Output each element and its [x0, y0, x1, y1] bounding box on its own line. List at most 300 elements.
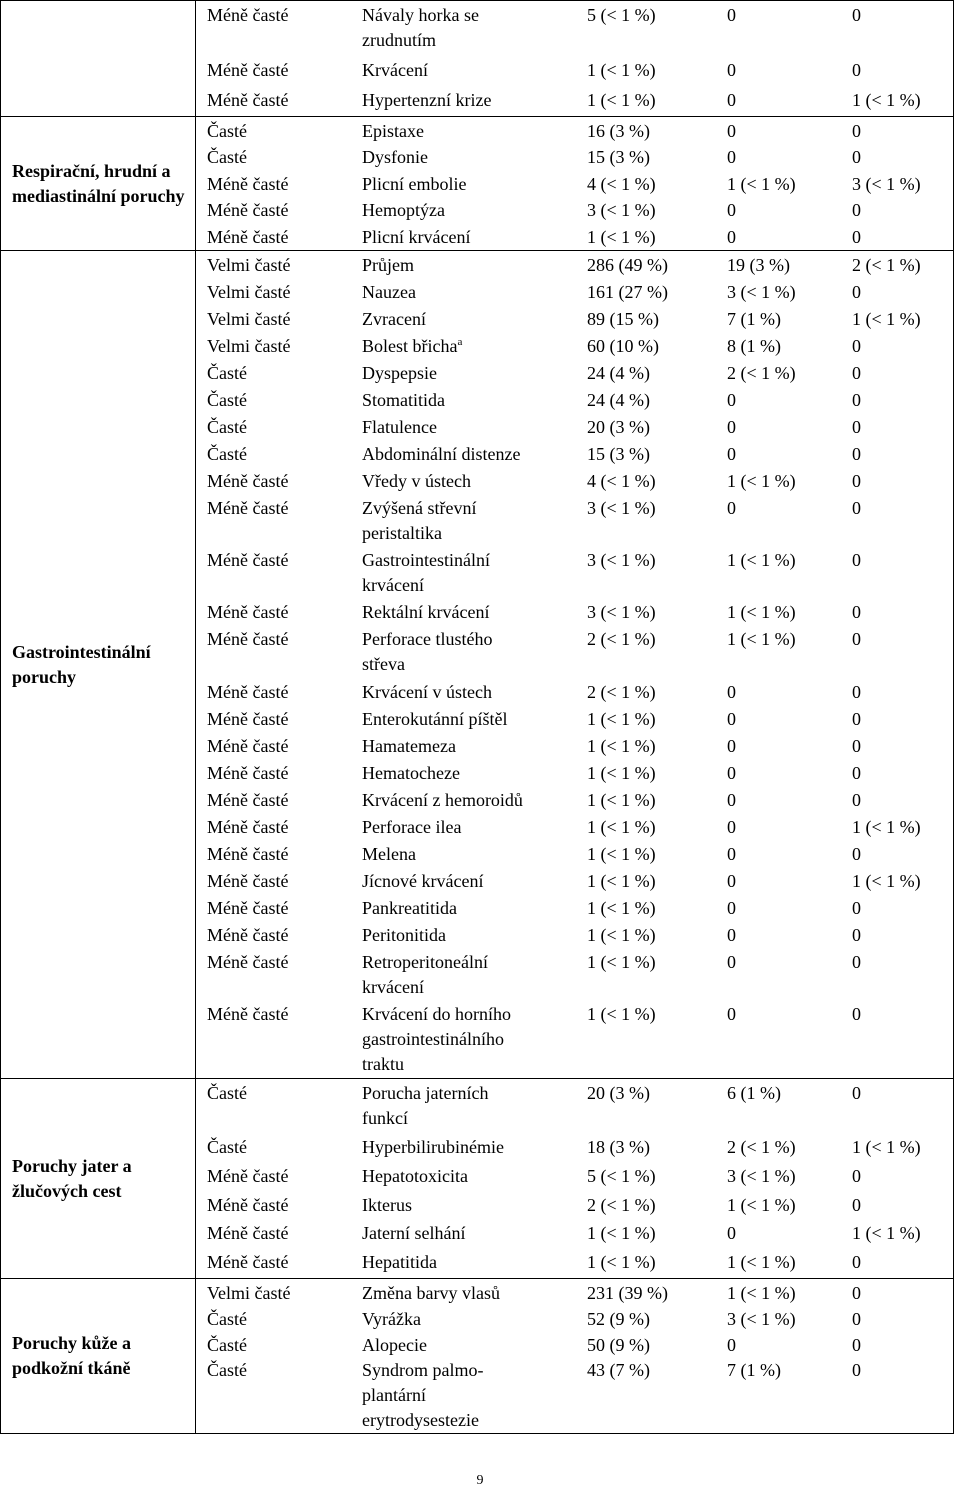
reaction-cell — [362, 145, 428, 170]
reaction-line: Flatulence — [362, 417, 437, 438]
table-row — [196, 759, 953, 786]
reaction-line: traktu — [362, 1053, 404, 1074]
reaction-line: peristaltika — [362, 523, 442, 544]
table-row — [196, 1191, 953, 1220]
all-grades-cell: 15 (3 %) — [587, 444, 650, 465]
table-row — [196, 1279, 953, 1305]
grade3-cell: 3 (< 1 %) — [727, 1165, 796, 1186]
table-row — [196, 467, 953, 494]
soc-group — [0, 1079, 954, 1279]
all-grades-cell: 1 (< 1 %) — [587, 226, 656, 247]
soc-label — [1, 1, 196, 116]
reaction-cell — [362, 442, 520, 467]
grade3-cell: 0 — [727, 870, 736, 891]
frequency-cell: Méně časté — [207, 1252, 289, 1273]
grade4-cell: 0 — [852, 1360, 861, 1381]
table-row — [196, 1248, 953, 1277]
reaction-cell — [362, 496, 476, 546]
grade3-cell: 0 — [727, 897, 736, 918]
table-row — [196, 1219, 953, 1248]
grade3-cell: 0 — [727, 390, 736, 411]
all-grades-cell: 1 (< 1 %) — [587, 60, 656, 80]
table-row — [196, 278, 953, 305]
frequency-cell: Časté — [207, 1334, 247, 1355]
grade3-cell: 1 (< 1 %) — [727, 602, 796, 623]
reaction-cell — [362, 1250, 437, 1275]
all-grades-cell: 5 (< 1 %) — [587, 5, 656, 25]
table-row — [196, 1356, 953, 1432]
all-grades-cell: 3 (< 1 %) — [587, 498, 656, 519]
frequency-cell: Méně časté — [207, 173, 289, 194]
grade3-cell: 0 — [727, 147, 736, 168]
soc-label-text: Poruchy kůže a podkožní tkáně — [12, 1333, 131, 1378]
frequency-cell: Méně časté — [207, 789, 289, 810]
grade4-cell: 0 — [852, 226, 861, 247]
grade4-cell: 0 — [852, 390, 861, 411]
frequency-cell: Méně časté — [207, 498, 289, 519]
reaction-line: Hyperbilirubinémie — [362, 1136, 504, 1157]
grade4-cell: 0 — [852, 417, 861, 438]
grade4-cell: 0 — [852, 681, 861, 702]
reaction-line: Průjem — [362, 255, 414, 275]
reaction-line: Perforace ilea — [362, 816, 462, 837]
soc-group — [0, 117, 954, 251]
reaction-line: Gastrointestinální — [362, 550, 490, 571]
reaction-line: Hepatotoxicita — [362, 1165, 468, 1186]
table-row — [196, 546, 953, 598]
all-grades-cell: 1 (< 1 %) — [587, 1223, 656, 1244]
grade3-cell: 1 (< 1 %) — [727, 1194, 796, 1215]
all-grades-cell: 20 (3 %) — [587, 1083, 650, 1103]
grade4-cell: 0 — [852, 363, 861, 384]
soc-label — [1, 117, 196, 250]
reaction-cell — [362, 3, 479, 53]
frequency-cell: Časté — [207, 363, 247, 384]
grade3-cell: 2 (< 1 %) — [727, 1136, 796, 1157]
table-row — [196, 1331, 953, 1357]
grade3-cell: 3 (< 1 %) — [727, 282, 796, 303]
grade4-cell: 0 — [852, 897, 861, 918]
grade3-cell: 3 (< 1 %) — [727, 1308, 796, 1329]
grade3-cell: 0 — [727, 90, 736, 110]
frequency-cell: Méně časté — [207, 924, 289, 945]
grade3-cell: 8 (1 %) — [727, 336, 781, 357]
grade3-cell: 0 — [727, 498, 736, 519]
grade4-cell: 1 (< 1 %) — [852, 816, 921, 837]
reaction-cell — [362, 253, 414, 278]
frequency-cell: Méně časté — [207, 843, 289, 864]
grade3-cell: 0 — [727, 924, 736, 945]
table-row — [196, 786, 953, 813]
reaction-line: Peritonitida — [362, 924, 446, 945]
reaction-line: plantární — [362, 1385, 426, 1406]
grade4-cell: 0 — [852, 1083, 861, 1103]
grade3-cell: 1 (< 1 %) — [727, 173, 796, 194]
frequency-cell: Méně časté — [207, 550, 289, 571]
reaction-cell — [362, 815, 461, 840]
frequency-cell: Méně časté — [207, 816, 289, 837]
frequency-cell: Méně časté — [207, 602, 289, 623]
reaction-cell — [362, 225, 470, 250]
reaction-line: Jícnové krvácení — [362, 870, 484, 891]
soc-group — [0, 251, 954, 1079]
frequency-cell: Méně časté — [207, 1194, 289, 1215]
grade3-cell: 0 — [727, 843, 736, 864]
grade3-cell: 0 — [727, 200, 736, 221]
table-row — [196, 598, 953, 625]
reaction-line: Zvracení — [362, 309, 426, 330]
all-grades-cell: 20 (3 %) — [587, 417, 650, 438]
frequency-cell: Velmi časté — [207, 255, 291, 275]
reaction-line: Alopecie — [362, 1334, 427, 1355]
grade4-cell: 1 (< 1 %) — [852, 1223, 921, 1244]
grade4-cell: 0 — [852, 602, 861, 623]
grade4-cell: 0 — [852, 735, 861, 756]
reaction-line: Jaterní selhání — [362, 1223, 466, 1244]
grade4-cell: 0 — [852, 5, 861, 25]
grade3-cell: 2 (< 1 %) — [727, 363, 796, 384]
frequency-cell: Méně časté — [207, 200, 289, 221]
grade4-cell: 0 — [852, 1252, 861, 1273]
reaction-line: Perforace tlustého — [362, 629, 493, 650]
soc-group — [0, 0, 954, 117]
reaction-cell — [362, 280, 416, 305]
reaction-line: Zvýšená střevní — [362, 498, 477, 519]
grade4-cell: 0 — [852, 924, 861, 945]
grade4-cell: 1 (< 1 %) — [852, 90, 921, 110]
reaction-cell — [362, 1135, 504, 1160]
frequency-cell: Méně časté — [207, 1223, 289, 1244]
all-grades-cell: 1 (< 1 %) — [587, 951, 656, 972]
reaction-cell — [362, 707, 507, 732]
frequency-cell: Časté — [207, 417, 247, 438]
soc-label — [1, 1279, 196, 1433]
reaction-line: Hamatemeza — [362, 735, 456, 756]
reaction-line: Epistaxe — [362, 121, 424, 141]
reaction-cell — [362, 869, 483, 894]
all-grades-cell: 43 (7 %) — [587, 1360, 650, 1381]
reaction-cell — [362, 88, 491, 113]
reaction-cell — [362, 680, 492, 705]
reaction-line: Změna barvy vlasů — [362, 1283, 500, 1303]
reaction-cell — [362, 1164, 468, 1189]
reaction-cell — [362, 1358, 484, 1433]
reaction-cell — [362, 1193, 412, 1218]
grade3-cell: 0 — [727, 60, 736, 80]
grade3-cell: 0 — [727, 708, 736, 729]
table-row — [196, 732, 953, 759]
grade4-cell: 2 (< 1 %) — [852, 255, 921, 275]
table-row — [196, 251, 953, 278]
table-row — [196, 1162, 953, 1191]
reaction-cell — [362, 627, 492, 677]
soc-group — [0, 1279, 954, 1434]
frequency-cell: Méně časté — [207, 1165, 289, 1186]
frequency-cell: Časté — [207, 121, 247, 141]
reaction-line: Pankreatitida — [362, 897, 457, 918]
grade4-cell: 0 — [852, 629, 861, 650]
all-grades-cell: 161 (27 %) — [587, 282, 668, 303]
frequency-cell: Méně časté — [207, 951, 289, 972]
table-row — [196, 1000, 953, 1077]
grade4-cell: 0 — [852, 282, 861, 303]
frequency-cell: Méně časté — [207, 870, 289, 891]
all-grades-cell: 24 (4 %) — [587, 363, 650, 384]
reaction-line: funkcí — [362, 1108, 408, 1128]
table-row — [196, 705, 953, 732]
reaction-line: gastrointestinálního — [362, 1028, 504, 1049]
grade4-cell: 1 (< 1 %) — [852, 870, 921, 891]
grade4-cell: 0 — [852, 1194, 861, 1215]
all-grades-cell: 89 (15 %) — [587, 309, 659, 330]
reaction-line: Nauzea — [362, 282, 416, 303]
grade4-cell: 0 — [852, 762, 861, 783]
reaction-line: Dysfonie — [362, 147, 428, 168]
all-grades-cell: 2 (< 1 %) — [587, 629, 656, 650]
frequency-cell: Méně časté — [207, 226, 289, 247]
all-grades-cell: 1 (< 1 %) — [587, 735, 656, 756]
grade3-cell: 19 (3 %) — [727, 255, 790, 275]
reaction-cell — [362, 388, 445, 413]
table-row — [196, 813, 953, 840]
frequency-cell: Méně časté — [207, 708, 289, 729]
reaction-line: zrudnutím — [362, 30, 436, 50]
frequency-cell: Velmi časté — [207, 309, 291, 330]
grade4-cell: 0 — [852, 550, 861, 571]
all-grades-cell: 5 (< 1 %) — [587, 1165, 656, 1186]
grade3-cell: 1 (< 1 %) — [727, 629, 796, 650]
reaction-cell — [362, 950, 488, 1000]
frequency-cell: Časté — [207, 1360, 247, 1381]
all-grades-cell: 1 (< 1 %) — [587, 870, 656, 891]
reaction-cell — [362, 415, 437, 440]
table-row — [196, 840, 953, 867]
table-row — [196, 1, 953, 56]
reaction-cell — [362, 788, 523, 813]
grade3-cell: 0 — [727, 789, 736, 810]
all-grades-cell: 1 (< 1 %) — [587, 843, 656, 864]
grade4-cell: 3 (< 1 %) — [852, 173, 921, 194]
frequency-cell: Časté — [207, 147, 247, 168]
frequency-cell: Méně časté — [207, 90, 289, 110]
reaction-line: krvácení — [362, 575, 424, 596]
all-grades-cell: 286 (49 %) — [587, 255, 668, 275]
footnote-marker: a — [457, 336, 463, 349]
reaction-line: Vyrážka — [362, 1308, 421, 1329]
table-row — [196, 56, 953, 86]
table-row — [196, 359, 953, 386]
grade4-cell: 0 — [852, 1283, 861, 1303]
all-grades-cell: 3 (< 1 %) — [587, 200, 656, 221]
reaction-line: Retroperitoneální — [362, 951, 488, 972]
reaction-line: Stomatitida — [362, 390, 445, 411]
grade4-cell: 0 — [852, 336, 861, 357]
table-row — [196, 332, 953, 359]
reaction-cell — [362, 1281, 500, 1306]
grade3-cell: 0 — [727, 5, 736, 25]
frequency-cell: Velmi časté — [207, 336, 291, 357]
grade3-cell: 1 (< 1 %) — [727, 1283, 796, 1303]
all-grades-cell: 1 (< 1 %) — [587, 90, 656, 110]
table-row — [196, 494, 953, 546]
reaction-line: Melena — [362, 843, 416, 864]
grade4-cell: 0 — [852, 60, 861, 80]
frequency-cell: Méně časté — [207, 471, 289, 492]
grade3-cell: 0 — [727, 417, 736, 438]
frequency-cell: Časté — [207, 1083, 247, 1103]
grade3-cell: 0 — [727, 444, 736, 465]
table-row — [196, 117, 953, 143]
reaction-line: Hepatitida — [362, 1252, 437, 1273]
reaction-cell — [362, 734, 456, 759]
grade3-cell: 0 — [727, 1003, 736, 1024]
frequency-cell: Časté — [207, 1136, 247, 1157]
reaction-cell — [362, 1081, 488, 1131]
table-row — [196, 1079, 953, 1133]
all-grades-cell: 1 (< 1 %) — [587, 708, 656, 729]
table-row — [196, 678, 953, 705]
all-grades-cell: 3 (< 1 %) — [587, 550, 656, 571]
reaction-line: erytrodysestezie — [362, 1410, 479, 1431]
reaction-cell — [362, 119, 424, 144]
grade3-cell: 0 — [727, 762, 736, 783]
reaction-line: Abdominální distenze — [362, 444, 521, 465]
reaction-cell — [362, 548, 490, 598]
reaction-cell — [362, 1333, 427, 1358]
all-grades-cell: 60 (10 %) — [587, 336, 659, 357]
grade3-cell: 1 (< 1 %) — [727, 550, 796, 571]
all-grades-cell: 16 (3 %) — [587, 121, 650, 141]
page-number: 9 — [476, 1473, 484, 1488]
reaction-line: Dyspepsie — [362, 363, 437, 384]
grade3-cell: 1 (< 1 %) — [727, 471, 796, 492]
frequency-cell: Méně časté — [207, 762, 289, 783]
grade3-cell: 0 — [727, 1334, 736, 1355]
all-grades-cell: 2 (< 1 %) — [587, 1194, 656, 1215]
grade3-cell: 7 (1 %) — [727, 1360, 781, 1381]
frequency-cell: Velmi časté — [207, 282, 291, 303]
reaction-line: Vředy v ústech — [362, 471, 471, 492]
soc-label-text: Gastrointestinální poruchy — [12, 641, 151, 687]
grade3-cell: 0 — [727, 735, 736, 756]
table-row — [196, 386, 953, 413]
reaction-line: Návaly horka se — [362, 5, 479, 25]
all-grades-cell: 52 (9 %) — [587, 1308, 650, 1329]
frequency-cell: Méně časté — [207, 897, 289, 918]
frequency-cell: Časté — [207, 1308, 247, 1329]
soc-label — [1, 1079, 196, 1278]
table-row — [196, 1133, 953, 1162]
reaction-cell — [362, 923, 446, 948]
table-row — [196, 413, 953, 440]
table-row — [196, 170, 953, 196]
reaction-cell — [362, 1002, 511, 1077]
reaction-line: Hematocheze — [362, 762, 460, 783]
grade4-cell: 0 — [852, 1003, 861, 1024]
grade3-cell: 7 (1 %) — [727, 309, 781, 330]
all-grades-cell: 15 (3 %) — [587, 147, 650, 168]
grade3-cell: 0 — [727, 226, 736, 247]
frequency-cell: Méně časté — [207, 681, 289, 702]
table-row — [196, 894, 953, 921]
grade4-cell: 0 — [852, 1334, 861, 1355]
all-grades-cell: 24 (4 %) — [587, 390, 650, 411]
grade4-cell: 0 — [852, 147, 861, 168]
reaction-line: střeva — [362, 654, 405, 675]
all-grades-cell: 1 (< 1 %) — [587, 1252, 656, 1273]
reaction-cell — [362, 172, 466, 197]
reaction-line: Hemoptýza — [362, 200, 445, 221]
all-grades-cell: 1 (< 1 %) — [587, 816, 656, 837]
grade4-cell: 0 — [852, 789, 861, 810]
reaction-line: krvácení — [362, 976, 424, 997]
reaction-cell — [362, 761, 460, 786]
reaction-line: Plicní krvácení — [362, 226, 471, 247]
all-grades-cell: 4 (< 1 %) — [587, 173, 656, 194]
reaction-line: Krvácení z hemoroidů — [362, 789, 523, 810]
soc-label-text: Respirační, hrudní a mediastinální poruchy — [12, 160, 185, 206]
frequency-cell: Časté — [207, 390, 247, 411]
frequency-cell: Méně časté — [207, 5, 289, 25]
frequency-cell: Méně časté — [207, 60, 289, 80]
grade3-cell: 6 (1 %) — [727, 1083, 781, 1103]
all-grades-cell: 1 (< 1 %) — [587, 762, 656, 783]
grade4-cell: 0 — [852, 951, 861, 972]
all-grades-cell: 1 (< 1 %) — [587, 897, 656, 918]
reaction-cell — [362, 361, 437, 386]
grade4-cell: 0 — [852, 498, 861, 519]
all-grades-cell: 3 (< 1 %) — [587, 602, 656, 623]
reaction-line: Enterokutánní píštěl — [362, 708, 508, 729]
reaction-line: Krvácení do horního — [362, 1003, 511, 1024]
table-row — [196, 867, 953, 894]
all-grades-cell: 2 (< 1 %) — [587, 681, 656, 702]
reaction-line: Syndrom palmo- — [362, 1360, 484, 1381]
table-row — [196, 143, 953, 169]
grade3-cell: 0 — [727, 951, 736, 972]
reaction-line: Porucha jaterních — [362, 1083, 489, 1103]
frequency-cell: Méně časté — [207, 1003, 289, 1024]
reaction-cell — [362, 307, 426, 332]
grade3-cell: 0 — [727, 121, 736, 141]
all-grades-cell: 1 (< 1 %) — [587, 789, 656, 810]
reaction-line: Ikterus — [362, 1194, 412, 1215]
grade3-cell: 1 (< 1 %) — [727, 1252, 796, 1273]
grade3-cell: 0 — [727, 1223, 736, 1244]
table-row — [196, 625, 953, 677]
frequency-cell: Méně časté — [207, 735, 289, 756]
reaction-cell — [362, 1307, 421, 1332]
grade4-cell: 0 — [852, 121, 861, 141]
frequency-cell: Časté — [207, 444, 247, 465]
all-grades-cell: 4 (< 1 %) — [587, 471, 656, 492]
all-grades-cell: 1 (< 1 %) — [587, 1003, 656, 1024]
all-grades-cell: 1 (< 1 %) — [587, 924, 656, 945]
table-row — [196, 1305, 953, 1331]
table-row — [196, 196, 953, 222]
grade4-cell: 0 — [852, 444, 861, 465]
grade3-cell: 0 — [727, 816, 736, 837]
table-row — [196, 223, 953, 249]
reaction-line: Hypertenzní krize — [362, 90, 492, 110]
soc-label-text: Poruchy jater a žlučových cest — [12, 1155, 132, 1201]
all-grades-cell: 18 (3 %) — [587, 1136, 650, 1157]
all-grades-cell: 50 (9 %) — [587, 1334, 650, 1355]
reaction-cell — [362, 896, 457, 921]
reaction-cell — [362, 469, 471, 494]
reaction-cell — [362, 334, 462, 359]
table-row — [196, 86, 953, 116]
